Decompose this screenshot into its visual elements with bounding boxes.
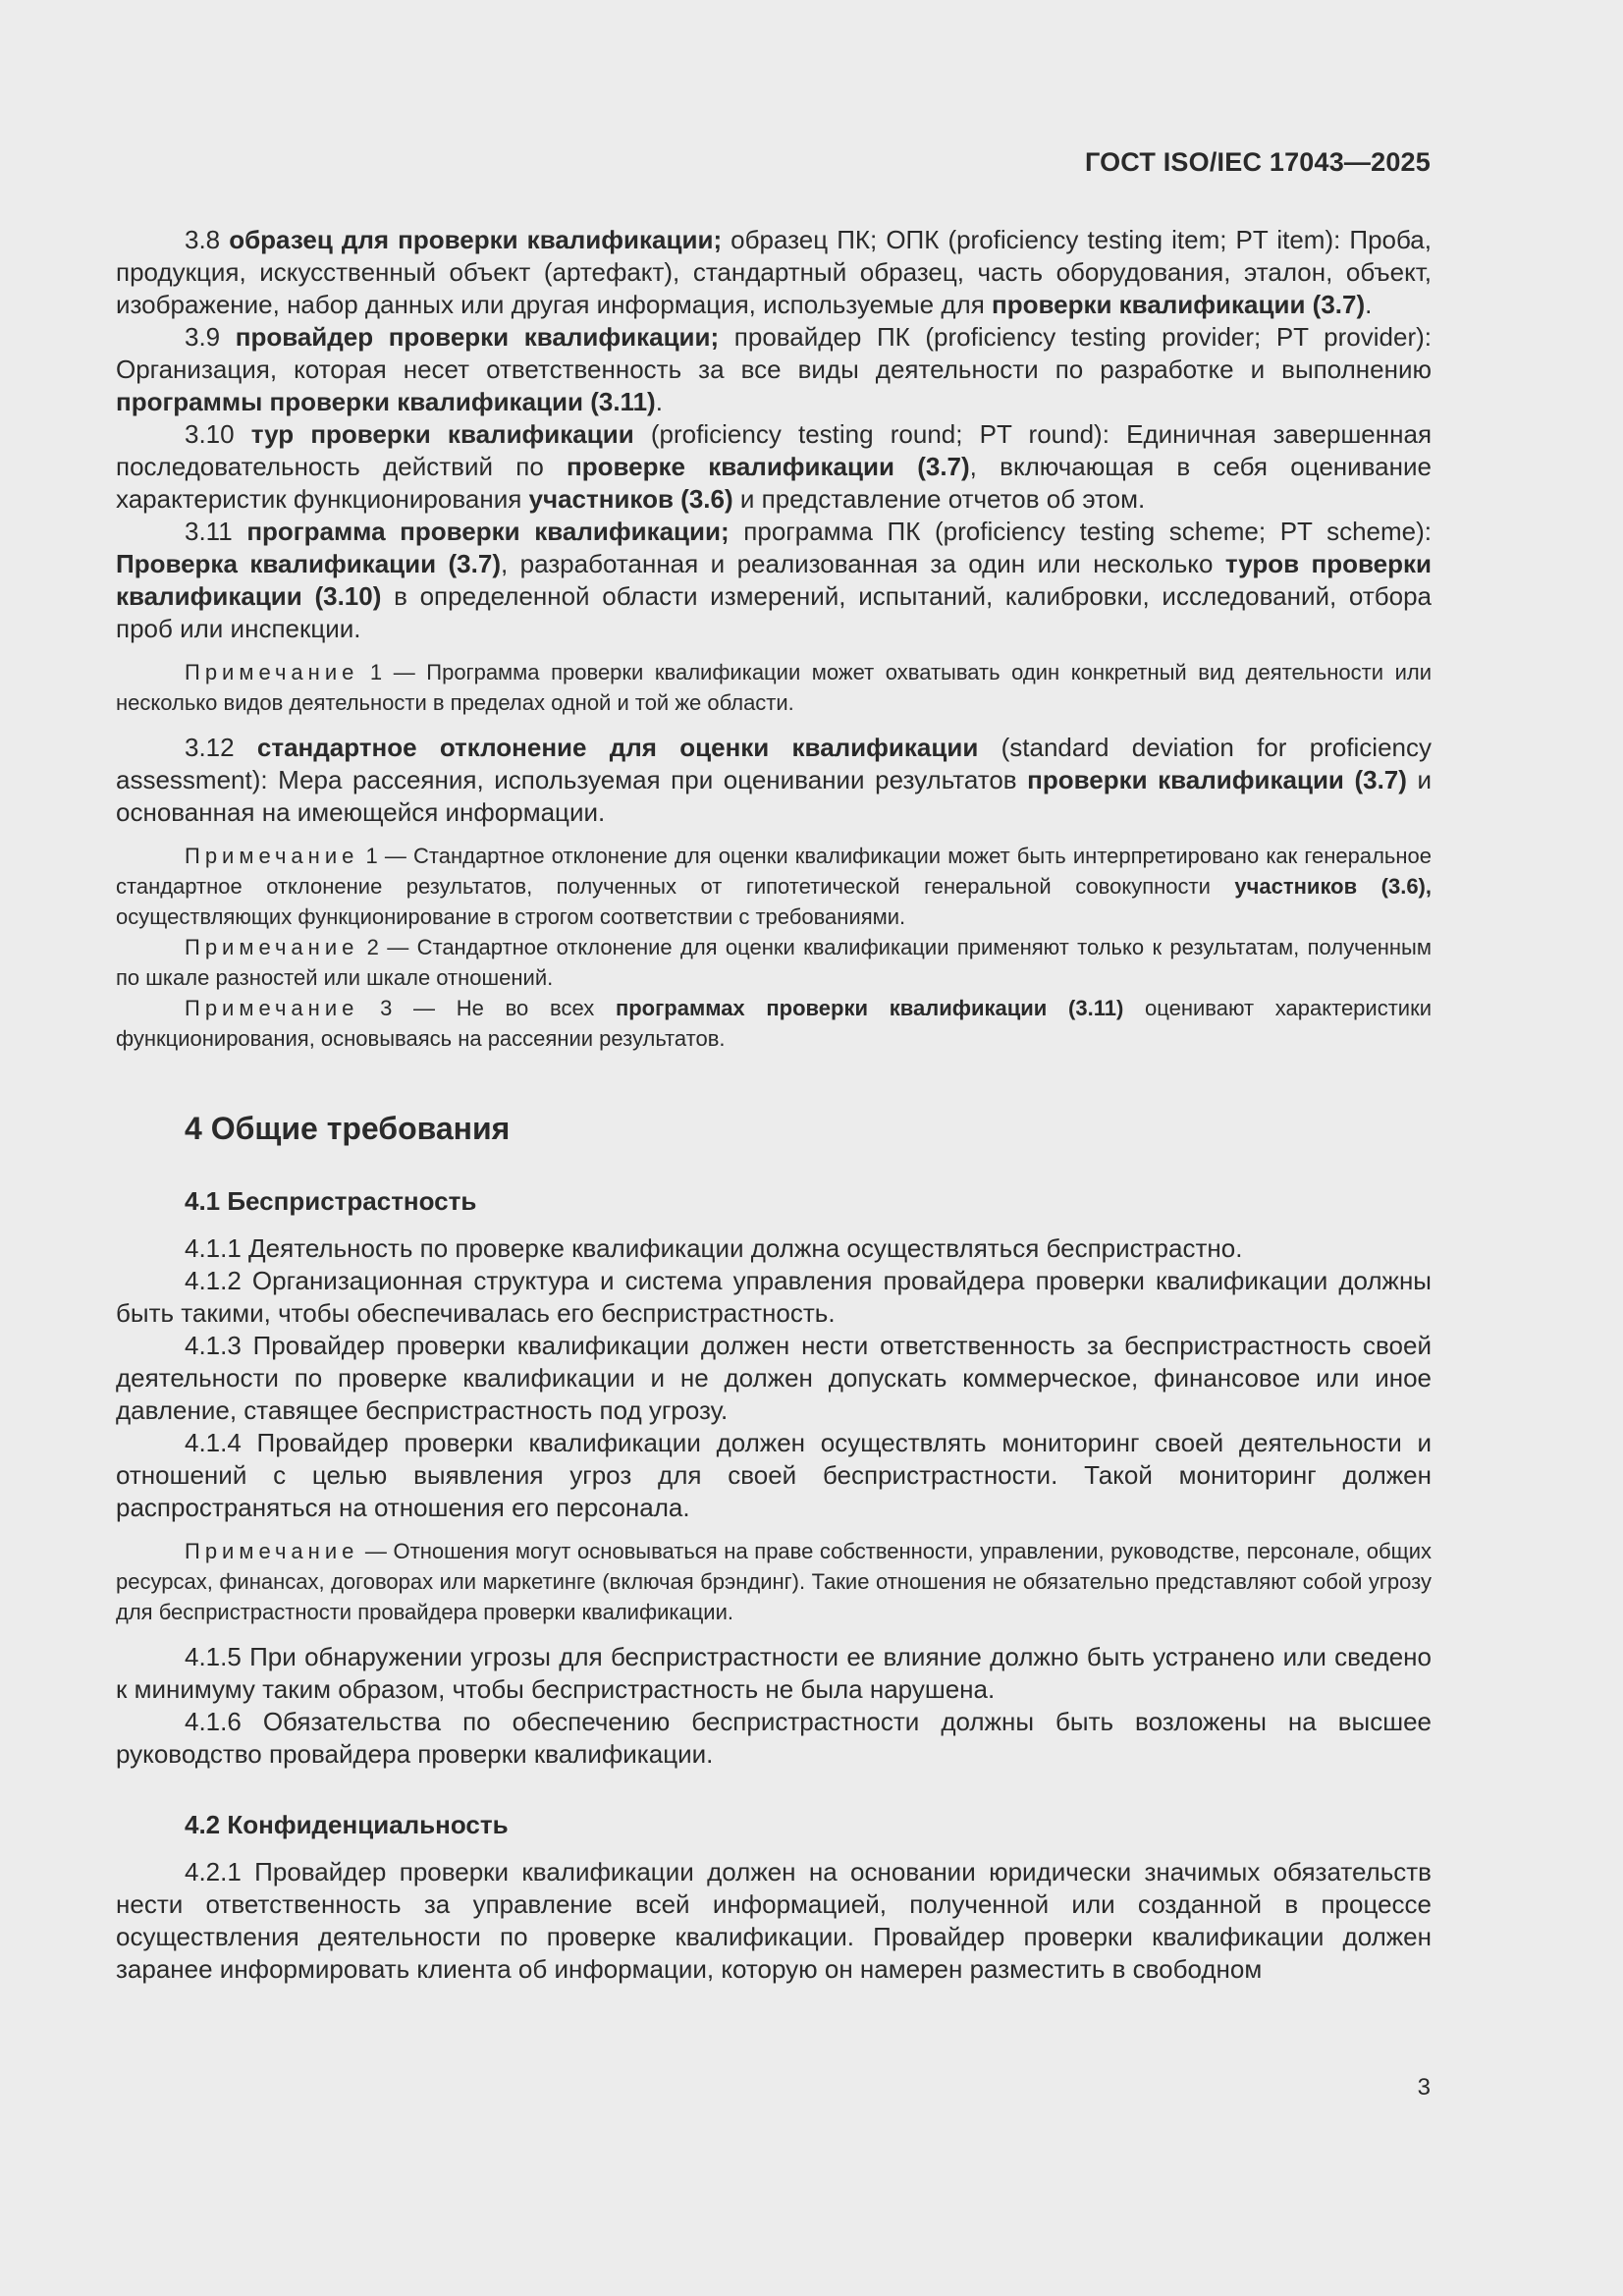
def-text: и основанная на имеющейся информации. xyxy=(116,765,1433,827)
clause-4-1-4: 4.1.4 Провайдер проверки квалификации должен осуществлять мониторинг своей деятельности и отношений с целью выявления угроз для своей беспристрастности. Такой мониторинг должен распространяться на отношения его персонала. xyxy=(116,1428,1432,1522)
def-text: программа ПК (proficiency testing scheme; PT scheme): xyxy=(729,517,1432,546)
page-content xyxy=(116,224,1432,1986)
note-text: 1 — Программа проверки квалификации может охватывать один конкретный вид деятельности или несколько видов деятельности в пределах одной и той же области. xyxy=(116,660,1432,715)
def-text: в определенной области измерений, испытаний, калибровки, исследований, отбора проб или инспекции. xyxy=(116,581,1432,643)
note-text: осуществляющих функционирование в строгом соответствии с требованиями. xyxy=(116,904,906,929)
def-number: 3.10 xyxy=(185,419,251,449)
note-text: 1 — Стандартное отклонение для оценки квалификации может быть интерпретировано как генеральное стандартное отклонение результатов, полученных от гипотетической генеральной совокупности xyxy=(116,844,1432,899)
note-label: Примечание xyxy=(185,1539,359,1563)
clause-4-1-1: 4.1.1 Деятельность по проверке квалификации должна осуществляться беспристрастно. xyxy=(185,1233,1243,1263)
def-number: 3.9 xyxy=(185,322,236,352)
def-term: тур проверки квалификации xyxy=(250,419,634,449)
def-text: и представление отчетов об этом. xyxy=(732,484,1146,514)
note-ref: участников (3.6), xyxy=(1234,874,1432,899)
note-label: Примечание xyxy=(185,660,359,684)
clause-4-1-3: 4.1.3 Провайдер проверки квалификации должен нести ответственность за беспристрастность своей деятельности по проверке квалификации и не должен допускать коммерческое, финансовое или иное давление, ставящее беспристрастность под угрозу. xyxy=(116,1331,1432,1425)
def-text: (standard deviation for proficiency assessment): Мера рассеяния, используемая при оценивании результатов xyxy=(116,733,1432,794)
def-text: образец ПК; ОПК (proficiency testing item; PT item): Проба, продукция, искусственный объект (артефакт), стандартный образец, часть оборудования, эталон, объект, изображение, набор данных или другая информация, используемые для xyxy=(116,225,1432,319)
note-3-12-3 xyxy=(116,993,1432,1054)
def-term: образец для проверки квалификации; xyxy=(229,225,723,254)
def-ref: участников (3.6) xyxy=(528,484,733,514)
def-ref: туров проверки квалификации (3.10) xyxy=(116,549,1432,611)
note-text: — Отношения могут основываться на праве собственности, управлении, руководстве, персонале, общих ресурсах, финансах, договорах или маркетинге (включая брэндинг). Такие отношения не обязательно представляют собой угрозу для беспристрастности провайдера проверки квалификации. xyxy=(116,1539,1432,1624)
note-label: Примечание xyxy=(185,935,359,959)
def-text: провайдер ПК (proficiency testing provider; PT provider): Организация, которая несет ответственность за все виды деятельности по разработке и выполнению xyxy=(116,322,1432,384)
page-number: 3 xyxy=(1417,2074,1431,2101)
def-ref: Проверка квалификации (3.7) xyxy=(116,549,501,578)
def-number: 3.11 xyxy=(185,517,247,546)
clause-4-1-5: 4.1.5 При обнаружении угрозы для беспристрастности ее влияние должно быть устранено или сведено к минимуму таким образом, чтобы беспристрастность не была нарушена. xyxy=(116,1642,1432,1704)
section-4-title: 4 Общие требования xyxy=(185,1111,511,1146)
def-ref: проверки квалификации (3.7) xyxy=(992,290,1366,319)
def-ref: проверки квалификации (3.7) xyxy=(1027,765,1407,794)
def-text: . xyxy=(655,387,663,416)
definition-3-9 xyxy=(116,321,1432,418)
definition-3-12 xyxy=(116,732,1432,829)
def-text: . xyxy=(1365,290,1373,319)
clause-4-1-6: 4.1.6 Обязательства по обеспечению беспристрастности должны быть возложены на высшее руководство провайдера проверки квалификации. xyxy=(116,1707,1432,1769)
def-term: провайдер проверки квалификации; xyxy=(235,322,720,352)
note-text: 2 — Стандартное отклонение для оценки квалификации применяют только к результатам, полученным по шкале разностей или шкале отношений. xyxy=(116,935,1432,990)
definition-3-10 xyxy=(116,418,1432,516)
def-number: 3.8 xyxy=(185,225,230,254)
def-ref: проверке квалификации (3.7) xyxy=(567,452,970,481)
def-term: программа проверки квалификации; xyxy=(246,517,730,546)
note-3-12-2 xyxy=(116,932,1432,993)
def-term: стандартное отклонение для оценки квалификации xyxy=(256,733,979,762)
def-text: , включающая в себя оценивание характеристик функционирования xyxy=(116,452,1432,514)
definition-3-8 xyxy=(116,224,1432,321)
def-text: , разработанная и реализованная за один или несколько xyxy=(500,549,1225,578)
standard-code: ГОСТ ISO/IEC 17043—2025 xyxy=(1084,147,1431,177)
subsection-4-2-title: 4.2 Конфиденциальность xyxy=(185,1810,509,1839)
note-4-1-4 xyxy=(116,1536,1432,1627)
clause-4-1-2: 4.1.2 Организационная структура и система управления провайдера проверки квалификации должны быть такими, чтобы обеспечивалась его беспристрастность. xyxy=(116,1266,1432,1328)
def-ref: программы проверки квалификации (3.11) xyxy=(116,387,656,416)
note-3-11 xyxy=(116,657,1432,718)
definition-3-11 xyxy=(116,516,1432,645)
note-text: 3 — Не во всех xyxy=(358,996,616,1020)
note-text: оценивают характеристики функционирования, основываясь на рассеянии результатов. xyxy=(116,996,1432,1051)
clause-4-2-1: 4.2.1 Провайдер проверки квалификации должен на основании юридически значимых обязательств нести ответственность за управление всей информацией, полученной или созданной в процессе осуществления деятельности по проверке квалификации. Провайдер проверки квалификации должен заранее информировать клиента об информации, которую он намерен разместить в свободном xyxy=(116,1857,1432,1984)
note-3-12-1 xyxy=(116,841,1432,932)
note-label: Примечание xyxy=(185,844,359,868)
note-label: Примечание xyxy=(185,996,359,1020)
def-text: (proficiency testing round; PT round): Единичная завершенная последовательность действий по xyxy=(116,419,1433,481)
note-ref: программах проверки квалификации (3.11) xyxy=(615,996,1124,1020)
def-number: 3.12 xyxy=(185,733,257,762)
subsection-4-1-title: 4.1 Беспристрастность xyxy=(185,1186,477,1216)
